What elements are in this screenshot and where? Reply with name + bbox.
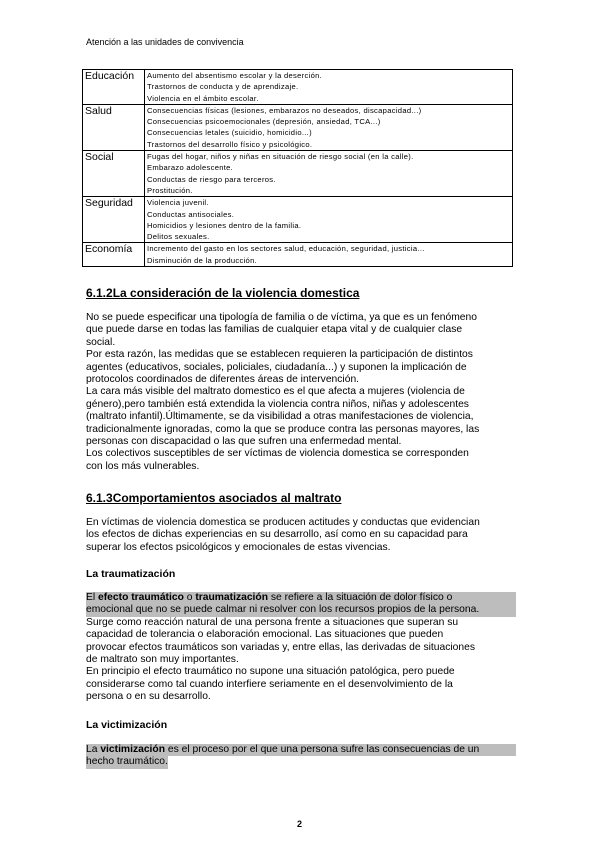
table-item: Delitos sexuales. (147, 232, 210, 242)
table-category: Economía (83, 243, 145, 267)
highlighted-definition-line: emocional que no se puede calmar ni resolver con los recursos propios de la persona. (86, 604, 516, 616)
text-line: En víctimas de violencia domestica se producen actitudes y conductas que evidencian (86, 517, 480, 528)
table-category: Seguridad (83, 197, 145, 243)
highlighted-definition-line: El efecto traumático o traumatización se refiere a la situación de dolor físico o (86, 592, 516, 604)
text-line: que puede darse en todas las familias de cualquier etapa vital y de cualquier clase (86, 324, 463, 336)
text-line: los efectos de dichas experiencias en su desarrollo, así como en su capacidad para (86, 529, 468, 541)
section-heading-violencia-domestica: 6.1.2La consideración de la violencia domestica (86, 286, 360, 300)
text-line: En principio el efecto traumático no supone una situación patológica, pero puede (86, 666, 455, 678)
section2-paragraph (86, 517, 516, 554)
text-line: social. (86, 336, 116, 348)
victimizacion-paragraph (86, 744, 516, 769)
highlighted-definition-line: La victimización es el proceso por el que una persona sufre las consecuencias de un (86, 744, 516, 756)
table-category: Social (83, 151, 145, 197)
text-line: personas con discapacidad o las que sufren una enfermedad mental. (86, 436, 402, 448)
table-item: Consecuencias psicoemocionales (depresión, ansiedad, TCA...) (147, 117, 381, 127)
table-item: Prostitución. (147, 185, 193, 195)
table-items-cell (145, 104, 513, 150)
text-line: de maltrato son muy importantes. (86, 654, 239, 666)
section1-paragraph (86, 312, 516, 473)
table-items-cell (145, 197, 513, 243)
text-line: No se puede especificar una tipología de familia o de víctima, ya que es un fenómeno (86, 312, 477, 323)
table-row (83, 70, 513, 105)
traumatizacion-paragraph (86, 592, 516, 704)
subheading-traumatizacion: La traumatización (86, 568, 176, 580)
text-line: Por esta razón, las medidas que se establecen requieren la participación de distintos (86, 349, 473, 361)
text-line: La cara más visible del maltrato domestico es el que afecta a mujeres (violencia de (86, 386, 465, 398)
table-item: Aumento del absentismo escolar y la deserción. (147, 71, 323, 80)
text-line: capacidad de tolerancia o elaboración emocional. Las situaciones que pueden (86, 629, 444, 641)
text-line: tradicionalmente ignoradas, como la que se produce contra las personas mayores, las (86, 423, 480, 435)
table-item: Embarazo adolescente. (147, 163, 234, 173)
text-line: considerarse como tal cuando interfiere seriamente en el desenvolvimiento de la (86, 678, 453, 690)
table-row (83, 197, 513, 243)
text-line: agentes (educativos, sociales, policiales, ciudadanía...) y suponen la implicación de (86, 361, 467, 373)
table-item: Fugas del hogar, niños y niñas en situación de riesgo social (en la calle). (147, 152, 414, 162)
table-item: Conductas antisociales. (147, 209, 235, 219)
text-line: persona o en su desarrollo. (86, 691, 211, 703)
table-item: Conductas de riesgo para terceros. (147, 174, 276, 184)
table-item: Homicidios y lesiones dentro de la familia. (147, 220, 302, 230)
table-row (83, 104, 513, 150)
table-row (83, 243, 513, 267)
text-line: protocolos coordinados de diferentes áreas de intervención. (86, 374, 360, 386)
text-line: provocar efectos traumáticos son variadas y, entre ellas, las derivadas de situaciones (86, 641, 475, 653)
table-items-cell (145, 243, 513, 267)
table-items-cell (145, 151, 513, 197)
text-line: (maltrato infantil).Últimamente, se da visibilidad a otras manifestaciones de violencia, (86, 411, 474, 423)
table-row (83, 151, 513, 197)
page-number: 2 (297, 819, 303, 829)
page-header: Atención a las unidades de convivencia (86, 37, 244, 47)
text-line: superar los efectos psicológicos y emocionales de estas vivencias. (86, 541, 391, 553)
subheading-victimizacion: La victimización (86, 719, 168, 731)
table-category: Educación (83, 70, 145, 105)
table-category: Salud (83, 104, 145, 150)
table-item: Consecuencias físicas (lesiones, embarazos no deseados, discapacidad...) (147, 105, 422, 115)
table-item: Violencia en el ámbito escolar. (147, 93, 259, 103)
consequences-table (82, 69, 513, 267)
text-line: género),pero también está extendida la violencia contra niños, niñas y adolescentes (86, 398, 469, 410)
section-heading-comportamientos: 6.1.3Comportamientos asociados al maltrato (86, 491, 342, 505)
table-items-cell (145, 70, 513, 105)
highlighted-definition-line: hecho traumático. (86, 756, 168, 768)
table-item: Consecuencias letales (suicidio, homicidio...) (147, 128, 312, 138)
table-item: Disminución de la producción. (147, 255, 258, 265)
text-line: Surge como reacción natural de una persona frente a situaciones que superan su (86, 616, 459, 628)
text-line: con los más vulnerables. (86, 460, 200, 472)
table-item: Incremento del gasto en los sectores salud, educación, seguridad, justicia... (147, 244, 425, 254)
text-line: Los colectivos susceptibles de ser víctimas de violencia domestica se corresponden (86, 448, 469, 460)
table-item: Trastornos de conducta y de aprendizaje. (147, 82, 299, 92)
table-item: Trastornos del desarrollo físico y psicológico. (147, 139, 313, 149)
table-item: Violencia juvenil. (147, 198, 209, 208)
